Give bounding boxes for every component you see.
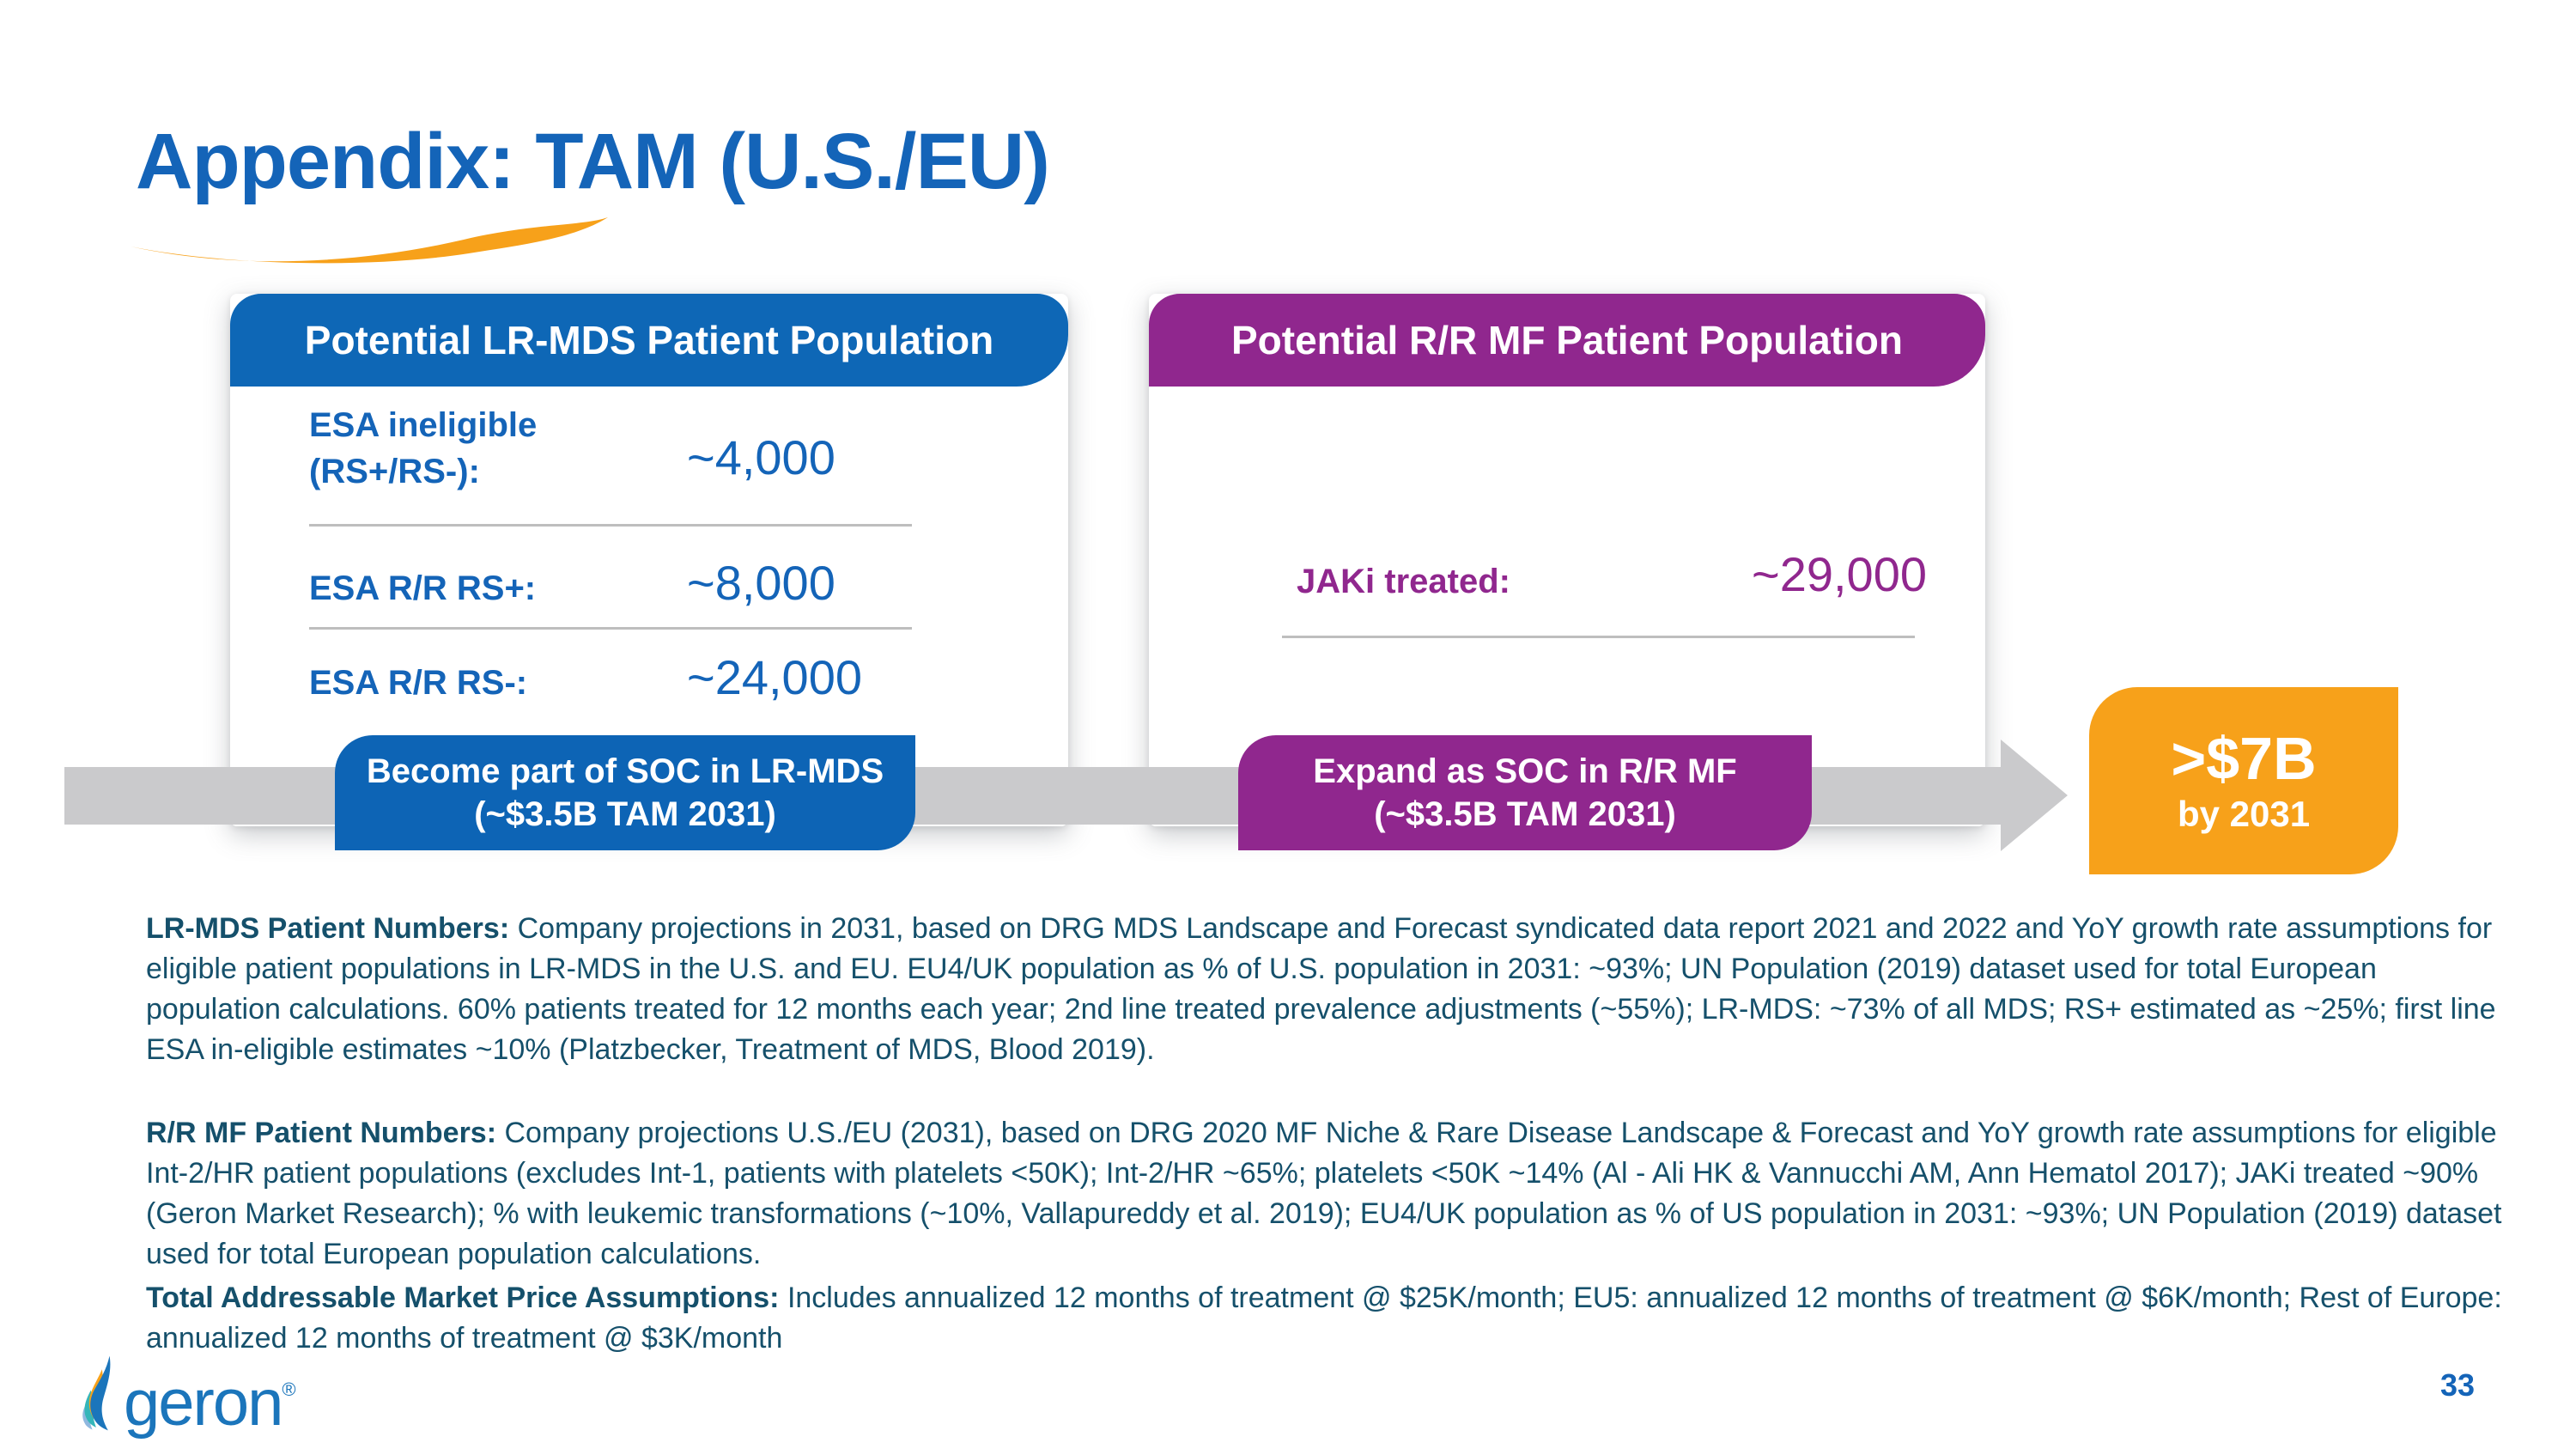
page-title: Appendix: TAM (U.S./EU)	[136, 118, 1049, 205]
lr-mds-row1-label-line2: (RS+/RS-):	[309, 453, 480, 490]
registered-mark: ®	[282, 1379, 296, 1400]
row-divider	[309, 524, 912, 527]
row-divider	[309, 627, 912, 630]
rr-mf-row1-value: ~29,000	[1752, 547, 1927, 601]
lr-mds-row1-label	[309, 402, 537, 495]
geron-flame-icon	[79, 1354, 124, 1433]
footnote-rr-mf-lead: R/R MF Patient Numbers:	[146, 1117, 497, 1149]
lr-mds-row1-value: ~4,000	[687, 430, 835, 484]
footnote-price-assumptions	[146, 1278, 2506, 1359]
lr-mds-cta-line2: (~$3.5B TAM 2031)	[474, 795, 776, 833]
lr-mds-card-header: Potential LR-MDS Patient Population	[230, 294, 1068, 387]
geron-logo	[79, 1350, 354, 1440]
rr-mf-cta-box	[1238, 735, 1812, 850]
geron-logo-text	[124, 1350, 296, 1443]
tam-result-box	[2089, 687, 2398, 874]
swoosh-underline	[129, 213, 610, 266]
lr-mds-row2-label: ESA R/R RS+:	[309, 569, 537, 607]
geron-wordmark: geron	[124, 1367, 283, 1440]
row-divider	[1282, 636, 1915, 638]
footnote-price-assumptions-lead: Total Addressable Market Price Assumptions:	[146, 1282, 780, 1314]
footnote-rr-mf-text: Company projections U.S./EU (2031), based on DRG 2020 MF Niche & Rare Disease Landscape & Forecast and YoY growth rate assumptions for eligible Int-2/HR patient populations (excludes Int-1, patients with platelets <50K); Int-2/HR ~65%; platelets <50K ~14% (Al - Ali HK & Vannucchi AM, Ann Hematol 2017); JAKi treated ~90% (Geron Market Research); % with leukemic transformations (~10%, Vallapureddy et al. 2019); EU4/UK population as % of US population in 2031: ~93%; UN Population (2019) dataset used for total European population calculations.	[146, 1117, 2502, 1270]
tam-result-value: >$7B	[2171, 725, 2317, 792]
lr-mds-row1-label-line1: ESA ineligible	[309, 406, 538, 444]
page-number: 33	[2440, 1367, 2476, 1403]
footnote-lr-mds-lead: LR-MDS Patient Numbers:	[146, 912, 510, 945]
footnote-lr-mds	[146, 909, 2506, 1070]
lr-mds-row3-value: ~24,000	[687, 650, 862, 704]
rr-mf-cta-line2: (~$3.5B TAM 2031)	[1374, 795, 1676, 833]
rr-mf-row1-label: JAKi treated:	[1297, 563, 1510, 600]
lr-mds-row3-label: ESA R/R RS-:	[309, 664, 528, 702]
footnote-lr-mds-text: Company projections in 2031, based on DRG MDS Landscape and Forecast syndicated data report 2021 and 2022 and YoY growth rate assumptions for eligible patient populations in LR-MDS in the U.S. and EU. EU4/UK population as % of U.S. population in 2031: ~93%; UN Population (2019) dataset used for total European population calculations. 60% patients treated for 12 months each year; 2nd line treated prevalence adjustments (~55%); LR-MDS: ~73% of all MDS; RS+ estimated as ~25%; first line ESA in-eligible estimates ~10% (Platzbecker, Treatment of MDS, Blood 2019).	[146, 912, 2496, 1066]
lr-mds-cta-box	[335, 735, 915, 850]
footnote-price-assumptions-text: Includes annualized 12 months of treatment @ $25K/month; EU5: annualized 12 months of treatment @ $6K/month; Rest of Europe: annualized 12 months of treatment @ $3K/month	[146, 1282, 2502, 1355]
rr-mf-cta-line1: Expand as SOC in R/R MF	[1313, 752, 1737, 790]
lr-mds-cta-line1: Become part of SOC in LR-MDS	[366, 752, 884, 790]
tam-result-caption: by 2031	[2177, 794, 2311, 834]
rr-mf-card-header: Potential R/R MF Patient Population	[1149, 294, 1985, 387]
footnote-rr-mf	[146, 1113, 2506, 1275]
lr-mds-row2-value: ~8,000	[687, 556, 835, 610]
